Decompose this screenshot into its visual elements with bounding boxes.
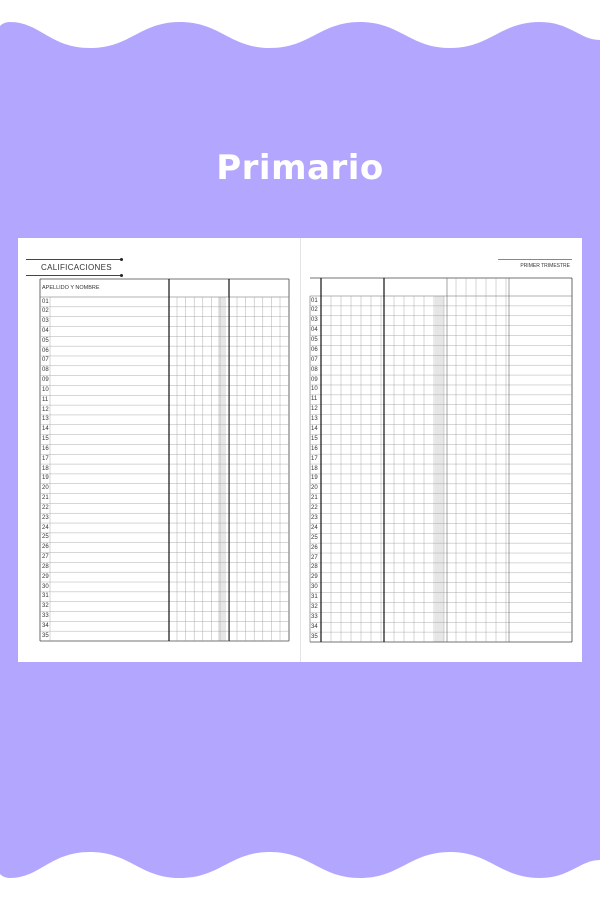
calificaciones-heading: CALIFICACIONES xyxy=(41,263,112,272)
row-number: 06 xyxy=(42,347,49,354)
row-number: 33 xyxy=(42,613,49,619)
row-number: 22 xyxy=(42,504,49,511)
row-number: 21 xyxy=(311,495,318,502)
row-number: 12 xyxy=(311,406,318,413)
gradebook-spread xyxy=(18,238,582,662)
row-number: 32 xyxy=(311,603,318,610)
row-number: 19 xyxy=(42,475,49,482)
bottom-wave-decoration xyxy=(0,830,600,900)
row-number: 27 xyxy=(42,554,49,561)
top-wave-decoration xyxy=(0,0,600,70)
row-number: 04 xyxy=(42,327,49,334)
row-number: 12 xyxy=(42,406,49,413)
shaded-column xyxy=(435,296,444,642)
row-number: 27 xyxy=(311,554,318,561)
row-number: 23 xyxy=(42,514,49,521)
row-number: 33 xyxy=(311,613,318,620)
row-number: 18 xyxy=(42,465,49,472)
row-number: 01 xyxy=(42,298,49,305)
row-number: 26 xyxy=(311,544,318,551)
row-number: 22 xyxy=(311,505,318,512)
row-number: 14 xyxy=(42,426,49,433)
row-number: 13 xyxy=(42,416,49,423)
row-number: 04 xyxy=(311,327,318,334)
row-number: 02 xyxy=(42,308,49,315)
row-number: 24 xyxy=(42,524,49,531)
row-number: 20 xyxy=(42,485,49,492)
row-number: 01 xyxy=(311,297,318,304)
row-number: 05 xyxy=(311,337,318,344)
row-number: 32 xyxy=(42,603,49,610)
row-number: 05 xyxy=(42,337,49,344)
name-column-header: APELLIDO Y NOMBRE xyxy=(42,285,100,291)
row-number: 29 xyxy=(311,574,318,581)
row-number: 35 xyxy=(42,632,49,639)
row-number: 10 xyxy=(311,386,318,393)
row-number: 24 xyxy=(311,524,318,531)
row-number: 10 xyxy=(42,386,49,393)
row-number: 29 xyxy=(42,573,49,580)
row-number: 06 xyxy=(311,346,318,353)
row-number: 20 xyxy=(311,485,318,492)
row-number: 03 xyxy=(42,318,49,325)
row-number: 28 xyxy=(42,563,49,570)
row-number: 16 xyxy=(42,445,49,452)
row-number: 14 xyxy=(311,426,318,432)
row-number: 34 xyxy=(42,622,49,629)
row-number: 30 xyxy=(311,584,318,591)
trimester-heading: PRIMER TRIMESTRE xyxy=(520,263,570,269)
row-number: 25 xyxy=(42,534,49,541)
row-number: 11 xyxy=(311,396,318,403)
row-number: 18 xyxy=(311,465,318,472)
row-number: 21 xyxy=(42,495,49,502)
row-number: 31 xyxy=(311,594,318,601)
row-number: 31 xyxy=(42,593,49,600)
row-number: 34 xyxy=(311,623,318,630)
row-number: 16 xyxy=(311,445,318,452)
row-number: 35 xyxy=(311,633,318,640)
row-number: 17 xyxy=(42,455,49,462)
row-number: 19 xyxy=(311,475,318,482)
row-number: 26 xyxy=(42,544,49,551)
row-number: 15 xyxy=(311,435,318,442)
row-number: 11 xyxy=(42,396,49,403)
row-number: 08 xyxy=(311,366,318,373)
row-number: 15 xyxy=(42,436,49,443)
row-number: 08 xyxy=(42,367,49,374)
page-title: Primario xyxy=(216,148,384,188)
row-number: 23 xyxy=(311,514,318,521)
row-number: 30 xyxy=(42,583,49,590)
row-number: 03 xyxy=(311,317,318,324)
row-number: 25 xyxy=(311,534,318,541)
row-number: 02 xyxy=(311,307,318,314)
row-number: 17 xyxy=(311,455,318,462)
shaded-column xyxy=(218,297,226,641)
row-number: 07 xyxy=(311,356,318,363)
row-number: 28 xyxy=(311,564,318,571)
grade-grid xyxy=(18,238,582,662)
row-number: 09 xyxy=(42,377,49,384)
row-number: 07 xyxy=(42,357,49,364)
row-number: 09 xyxy=(311,376,318,383)
row-number: 13 xyxy=(311,416,318,423)
